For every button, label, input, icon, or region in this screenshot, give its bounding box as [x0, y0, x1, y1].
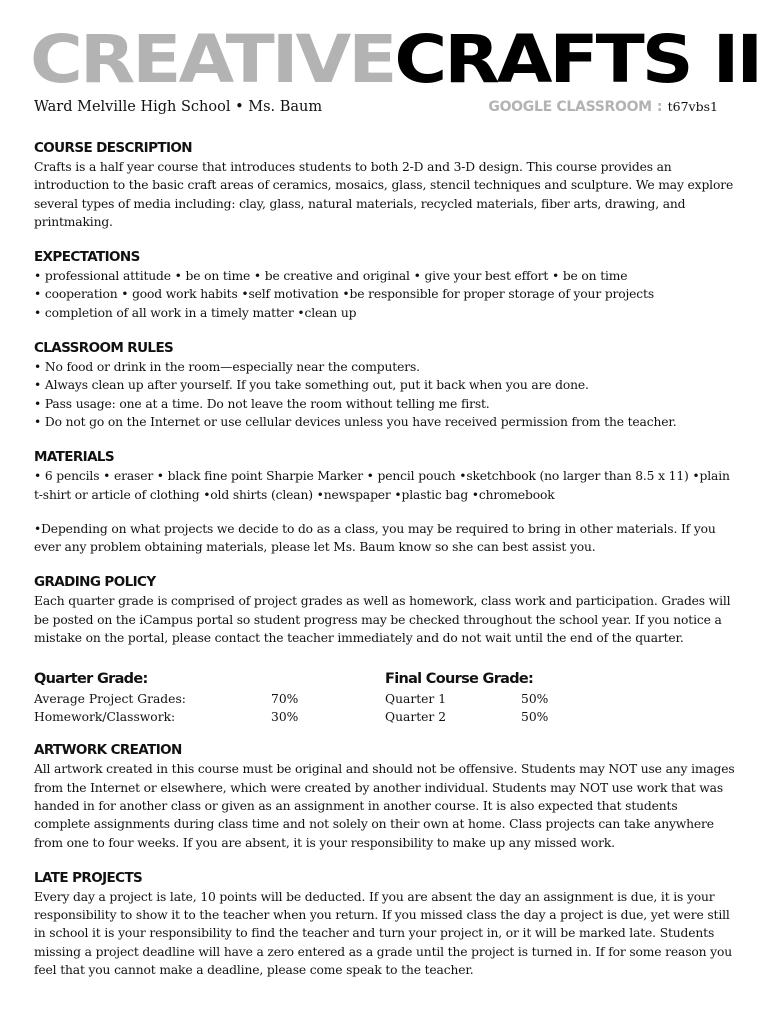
final-grade-row	[385, 691, 736, 709]
grade-component-label: Homework/Classwork:	[34, 709, 176, 724]
course-description-text: Crafts is a half year course that introduces students to both 2-D and 3-D design. This course provides an introduction to the basic craft areas of ceramics, mosaics, glass, stencil techniques and sculpture. We may explore several types of media including: clay, glass, natural materials, recycled materials, fiber arts, drawing, and printmaking.	[34, 160, 734, 229]
classroom-rules-section	[34, 338, 736, 431]
grade-breakdown	[34, 669, 736, 726]
rule-item: • Always clean up after yourself. If you take something out, put it back when you are done.	[34, 378, 589, 393]
materials-section	[34, 447, 736, 556]
rule-item: • No food or drink in the room—especially near the computers.	[34, 360, 420, 375]
final-grade-row	[385, 709, 736, 727]
google-classroom-code: t67vbs1	[667, 99, 718, 114]
title-part-creative: CREATIVE	[30, 20, 395, 98]
header-subline	[34, 96, 718, 118]
expectations-line: • professional attitude • be on time • be creative and original • give your best effort • be on time	[34, 269, 628, 284]
late-projects-text: Every day a project is late, 10 points will be deducted. If you are absent the day an assignment is due, it is your responsibility to show it to the teacher when you return. If you missed class the day a project is due, yet were still in school it is your responsibility to find the teacher and turn your project in, or it will be marked late. Students missing a project deadline will have a zero entered as a grade until the project is turned in. If for some reason you feel that you cannot make a deadline, please come speak to the teacher.	[34, 889, 732, 978]
grade-component-value: 30%	[271, 709, 299, 724]
grade-component-label: Average Project Grades:	[34, 692, 186, 707]
quarter-grade-row	[34, 691, 385, 709]
quarter-weight: 50%	[521, 709, 549, 724]
syllabus-content	[34, 138, 736, 995]
grading-policy-heading: GRADING POLICY	[34, 574, 156, 591]
final-grade-block	[385, 669, 736, 726]
quarter-grade-heading: Quarter Grade:	[34, 671, 148, 688]
quarter-weight: 50%	[521, 692, 549, 707]
course-description-section	[34, 138, 736, 231]
title-part-crafts: CRAFTS II	[394, 20, 761, 98]
materials-heading: MATERIALS	[34, 449, 115, 466]
quarter-label: Quarter 1	[385, 692, 447, 707]
quarter-label: Quarter 2	[385, 709, 447, 724]
final-grade-heading: Final Course Grade:	[385, 671, 534, 688]
google-classroom-separator: :	[656, 99, 663, 115]
expectations-section	[34, 247, 736, 322]
late-projects-heading: LATE PROJECTS	[34, 869, 143, 886]
artwork-creation-section	[34, 740, 736, 851]
artwork-creation-heading: ARTWORK CREATION	[34, 742, 182, 759]
expectations-heading: EXPECTATIONS	[34, 249, 140, 266]
grading-policy-text: Each quarter grade is comprised of project grades as well as homework, class work and participation. Grades will be posted on the iCampus portal so student progress may be checked throughout the school year. If you notice a mistake on the portal, please contact the teacher immediately and do not wait until the end of the quarter.	[34, 594, 731, 646]
rule-item: • Pass usage: one at a time. Do not leave the room without telling me first.	[34, 396, 490, 411]
quarter-grade-block	[34, 669, 385, 726]
materials-note: •Depending on what projects we decide to do as a class, you may be required to bring in other materials. If you ever any problem obtaining materials, please let Ms. Baum know so she can best assist you.	[34, 521, 716, 555]
page-title	[30, 22, 760, 96]
grading-policy-section	[34, 572, 736, 647]
expectations-line: • completion of all work in a timely matter •clean up	[34, 305, 357, 320]
artwork-creation-text: All artwork created in this course must be original and should not be offensive. Students may NOT use any images from the Internet or elsewhere, which were created by another individual. Students may NOT use work that was handed in for another class or given as an assignment in another course. It is also expected that students complete assignments during class time and not solely on their own at home. Class projects can take anywhere from one to four weeks. If you are absent, it is your responsibility to make up any missed work.	[34, 762, 735, 850]
classroom-rules-heading: CLASSROOM RULES	[34, 340, 174, 357]
materials-list: • 6 pencils • eraser • black fine point Sharpie Marker • pencil pouch •sketchbook (no larger than 8.5 x 11) •plain t-shirt or article of clothing •old shirts (clean) •newspaper •plastic bag •chromebook	[34, 469, 730, 502]
grade-component-value: 70%	[271, 692, 299, 707]
google-classroom-label: GOOGLE CLASSROOM	[488, 99, 652, 115]
expectations-line: • cooperation • good work habits •self motivation •be responsible for proper storage of your projects	[34, 287, 654, 302]
school-teacher-line: Ward Melville High School • Ms. Baum	[34, 99, 323, 115]
google-classroom-info	[488, 96, 718, 115]
course-description-heading: COURSE DESCRIPTION	[34, 140, 192, 156]
rule-item: • Do not go on the Internet or use cellular devices unless you have received permission from the teacher.	[34, 414, 677, 429]
late-projects-section	[34, 868, 736, 979]
quarter-grade-row	[34, 709, 385, 727]
